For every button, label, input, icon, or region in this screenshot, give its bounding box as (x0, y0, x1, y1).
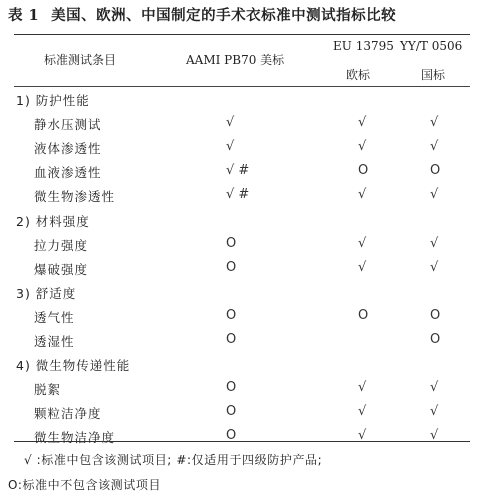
table-number: 表 1 (8, 7, 40, 24)
header-yy-code: YY/T 0506 (400, 39, 463, 53)
mark-aami: O (226, 404, 237, 420)
top-rule (14, 34, 470, 35)
category-label: 4) 微生物传递性能 (16, 358, 131, 374)
item-label: 液体渗透性 (34, 141, 102, 157)
mark-eu: √ (358, 139, 367, 155)
mark-aami: √ # (226, 187, 250, 203)
category-row (14, 353, 470, 377)
item-label: 微生物洁净度 (34, 430, 116, 446)
category-label: 3) 舒适度 (16, 285, 77, 301)
item-label: 颗粒洁净度 (34, 406, 102, 422)
mark-yy: O (430, 332, 441, 347)
header-aami: AAMI PB70 美标 (186, 53, 285, 67)
mark-eu: √ (358, 380, 367, 396)
item-label: 爆破强度 (34, 261, 89, 277)
mark-yy: O (430, 163, 441, 179)
category-label: 2) 材料强度 (16, 213, 90, 229)
mark-aami: √ (226, 139, 235, 155)
category-row (14, 209, 470, 233)
mark-eu: O (358, 163, 369, 179)
mark-yy: √ (430, 259, 439, 275)
header-standard-items: 标准测试条目 (44, 53, 117, 67)
item-label: 微生物渗透性 (34, 189, 116, 205)
table-row (14, 401, 470, 425)
table-title (8, 4, 478, 25)
mark-eu: √ (358, 259, 367, 275)
table-row (14, 112, 470, 136)
mark-eu: O (358, 307, 369, 323)
mark-aami: O (226, 332, 237, 347)
item-label: 脱絮 (34, 382, 62, 398)
category-row (14, 88, 470, 112)
table-row (14, 184, 470, 208)
mark-eu: √ (358, 115, 367, 131)
table-row (14, 377, 470, 401)
table-row (14, 257, 470, 281)
mark-yy: √ (430, 235, 439, 251)
header-eu-code: EU 13795 (333, 39, 394, 53)
mark-yy: √ (430, 115, 439, 131)
table-row (14, 329, 470, 353)
bottom-rule (14, 441, 470, 442)
table-row (14, 425, 470, 449)
item-label: 透气性 (34, 309, 75, 325)
mark-aami: √ # (226, 163, 250, 179)
mark-yy: √ (430, 404, 439, 420)
header-rule (14, 86, 470, 87)
mark-yy: √ (430, 380, 439, 396)
mark-aami: √ (226, 115, 235, 131)
mark-aami: O (226, 428, 237, 444)
mark-aami: O (226, 380, 237, 396)
mark-aami: O (226, 307, 237, 323)
item-label: 透湿性 (34, 334, 75, 349)
mark-eu: √ (358, 404, 367, 420)
mark-aami: O (226, 235, 237, 251)
mark-yy: O (430, 307, 441, 323)
legend-note-1: √ :标准中包含该测试项目; #:仅适用于四级防护产品; (24, 453, 323, 467)
table-row (14, 305, 470, 329)
table-row (14, 136, 470, 160)
mark-eu: √ (358, 428, 367, 444)
category-label: 1) 防护性能 (16, 93, 90, 108)
mark-eu: √ (358, 235, 367, 251)
mark-yy: √ (430, 428, 439, 444)
item-label: 血液渗透性 (34, 165, 102, 181)
table-row (14, 160, 470, 184)
header-yy-label: 国标 (421, 68, 446, 82)
item-label: 静水压测试 (34, 117, 102, 133)
item-label: 拉力强度 (34, 237, 89, 253)
mark-yy: √ (430, 187, 439, 203)
mark-yy: √ (430, 139, 439, 155)
mark-aami: O (226, 259, 237, 275)
mark-eu: √ (358, 187, 367, 203)
header-eu-label: 欧标 (346, 68, 371, 82)
table-caption: 美国、欧洲、中国制定的手术衣标准中测试指标比较 (51, 7, 397, 24)
legend-note-2: O:标准中不包含该测试项目 (8, 478, 162, 492)
table-row (14, 233, 470, 257)
category-row (14, 281, 470, 305)
